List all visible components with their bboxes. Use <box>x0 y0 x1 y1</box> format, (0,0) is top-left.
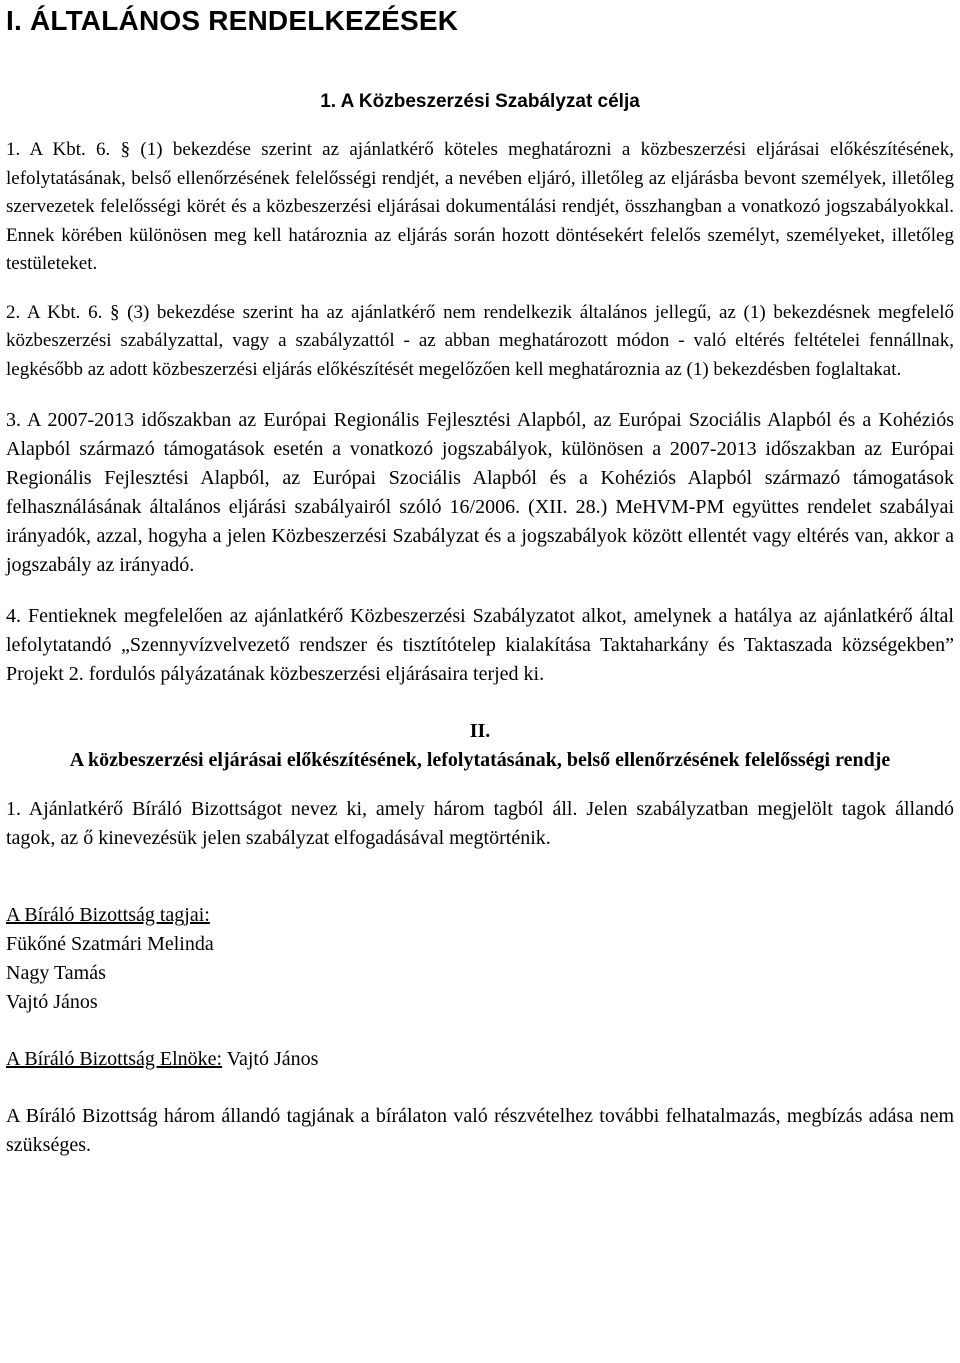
paragraph-2: 2. A Kbt. 6. § (3) bekezdése szerint ha az ajánlatkérő nem rendelkezik általános jellegű, az (1) bekezdésnek megfelelő közbeszerzési szabályzattal, vagy a szabályzattól - az abban meghatározott módon - való eltérés feltételei fennállnak, legkésőbb az adott közbeszerzési eljárás előkészítését megelőzően kell meghatároznia az (1) bekezdésben foglaltakat. <box>6 301 954 380</box>
member-name: Nagy Tamás <box>6 962 106 984</box>
section2-title: A közbeszerzési eljárásai előkészítésének, lefolytatásának, belső ellenőrzésének felelősségi rendje <box>69 749 891 771</box>
main-heading: I. ÁLTALÁNOS RENDELKEZÉSEK <box>6 5 459 36</box>
section2-number: II. <box>469 720 491 742</box>
paragraph-6: A Bíráló Bizottság három állandó tagjának a bírálaton való részvételhez további felhatalmazás, megbízás adása nem szükséges. <box>6 1105 954 1156</box>
members-list <box>6 930 954 1017</box>
section1-title: 1. A Közbeszerzési Szabályzat célja <box>320 91 640 112</box>
member-name: Vajtó János <box>6 991 98 1013</box>
chair-label: A Bíráló Bizottság Elnöke: <box>6 1048 223 1070</box>
paragraph-1: 1. A Kbt. 6. § (1) bekezdése szerint az ajánlatkérő köteles meghatározni a közbeszerzési eljárásai előkészítésének, lefolytatásának, belső ellenőrzésének felelősségi rendjét, a nevében eljáró, illetőleg az eljárásba bevont személyek, illetőleg szervezetek felelősségi körét és a közbeszerzési eljárásai dokumentálási rendjét, összhangban a vonatkozó jogszabályokkal. Ennek körében különösen meg kell határoznia az eljárás során hozott döntésekért felelős személyt, személyeket, illetőleg testületeket. <box>6 139 954 274</box>
paragraph-4: 4. Fentieknek megfelelően az ajánlatkérő Közbeszerzési Szabályzatot alkot, amelynek a hatálya az ajánlatkérő által lefolytatandó „Szennyvízvelvezető rendszer és tisztítótelep kialakítása Taktaharkány és Taktaszada községekben” Projekt 2. fordulós pályázatának közbeszerzési eljárásaira terjed ki. <box>6 605 954 685</box>
members-label: A Bíráló Bizottság tagjai: <box>6 904 210 926</box>
chair-line <box>6 1045 954 1074</box>
paragraph-5: 1. Ajánlatkérő Bíráló Bizottságot nevez ki, amely három tagból áll. Jelen szabályzatban megjelölt tagok állandó tagok, az ő kinevezésük jelen szabályzat elfogadásával megtörténik. <box>6 798 954 849</box>
document-page <box>6 0 954 1160</box>
member-name: Fükőné Szatmári Melinda <box>6 933 214 955</box>
paragraph-3: 3. A 2007-2013 időszakban az Európai Regionális Fejlesztési Alapból, az Európai Szociális Alapból és a Kohéziós Alapból származó támogatások esetén a vonatkozó jogszabályok, különösen a 2007-2013 időszakban az Európai Regionális Fejlesztési Alapból, az Európai Szociális Alapból és a Kohéziós Alapból származó támogatások felhasználásának általános eljárási szabályairól szóló 16/2006. (XII. 28.) MeHVM-PM együttes rendelet szabályai irányadók, azzal, hogyha a jelen Közbeszerzési Szabályzat és a jogszabályok között ellentét vagy eltérés van, akkor a jogszabály az irányadó. <box>6 409 954 576</box>
members-heading <box>6 901 954 930</box>
chair-name: Vajtó János <box>222 1048 319 1070</box>
